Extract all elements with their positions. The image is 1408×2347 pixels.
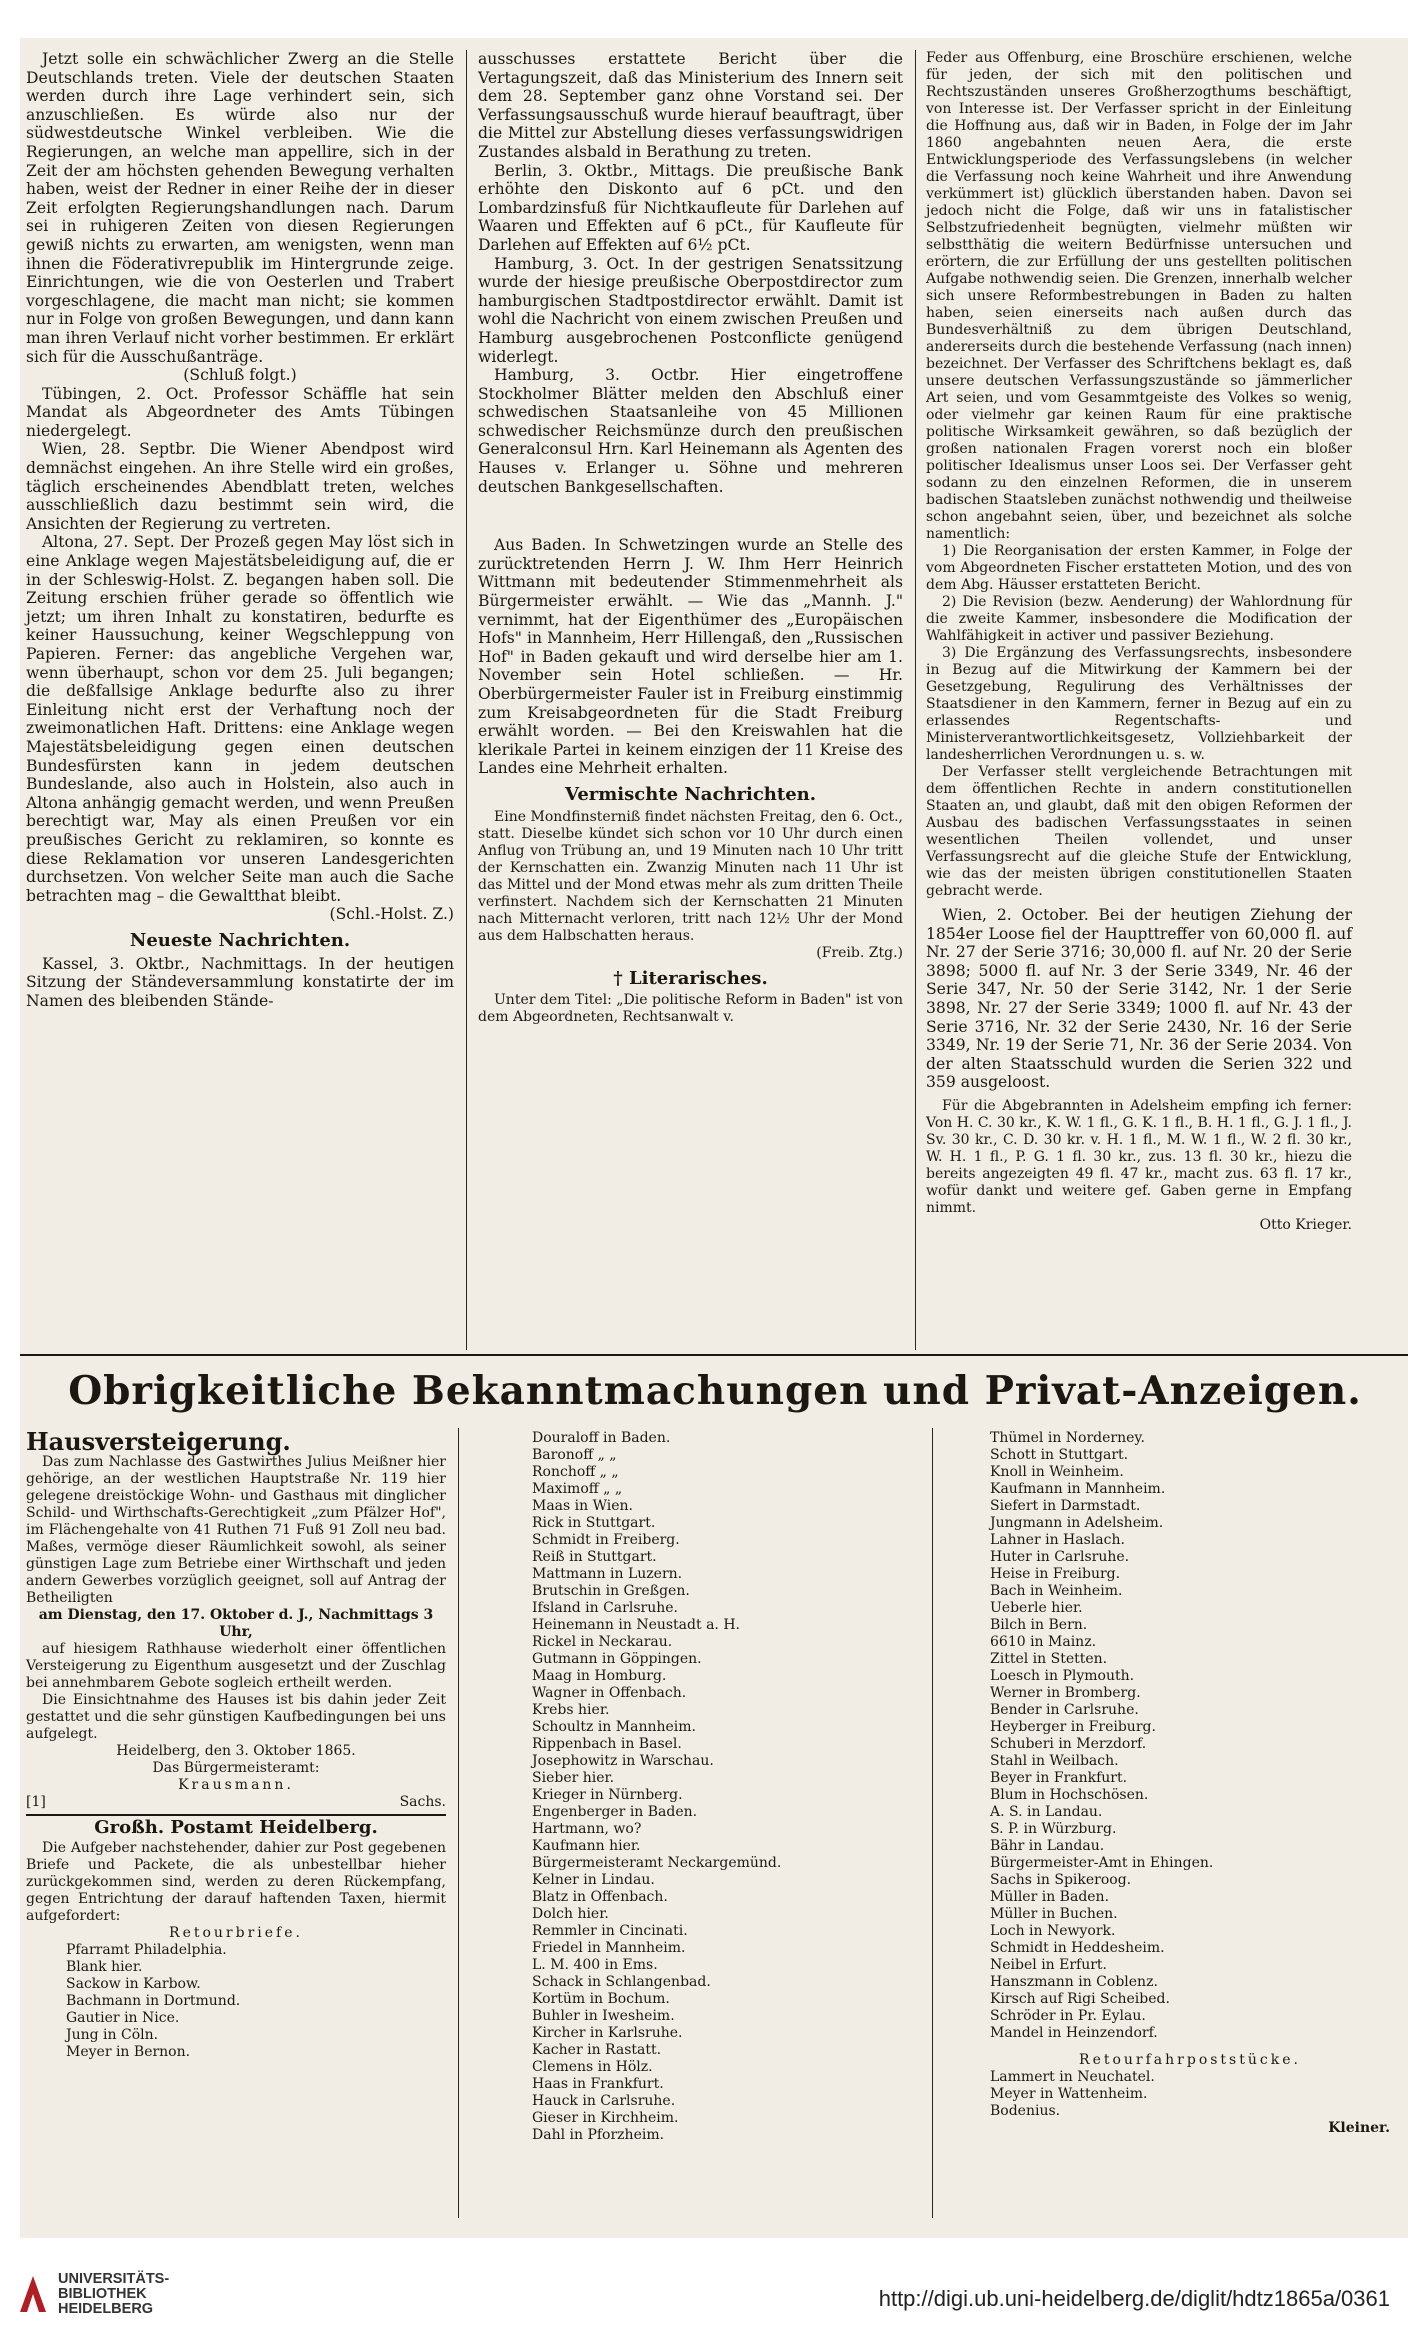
list-item: Meyer in Wattenheim. bbox=[990, 2086, 1148, 2102]
ads-column-2 bbox=[532, 1430, 912, 2144]
list-item: Dahl in Pforzheim. bbox=[532, 2127, 665, 2143]
library-logo-icon bbox=[16, 2272, 50, 2316]
list-item: Blatz in Offenbach. bbox=[532, 1889, 668, 1905]
list-item: Buhler in Iwesheim. bbox=[532, 2008, 675, 2024]
article-text: Der Verfasser stellt vergleichende Betrachtungen mit dem öffentlichen Rechte in andern constitutionellen Staaten an, und glaubt, daß mit den obigen Reformen der Ausbau des badischen Verfassungsstaates in seinen wesentlichen Theilen vollendet, und unser Verfassungsrecht auf die gleiche Stufe der Entwicklung, wie das der meisten übrigen constitutionellen Staaten gebracht werde. bbox=[926, 764, 1352, 899]
list-item: Hanszmann in Coblenz. bbox=[990, 1974, 1158, 1990]
list-item: Maximoff „ „ bbox=[532, 1481, 623, 1497]
list-item: Thümel in Norderney. bbox=[990, 1430, 1145, 1446]
continuation-note: (Schluß folgt.) bbox=[183, 366, 297, 385]
list-item: Rippenbach in Basel. bbox=[532, 1736, 682, 1752]
list-item: Josephowitz in Warschau. bbox=[532, 1753, 714, 1769]
ad-signer: Krausmann. bbox=[178, 1777, 294, 1793]
list-item: Maas in Wien. bbox=[532, 1498, 633, 1514]
list-item: Ueberle hier. bbox=[990, 1600, 1083, 1616]
addressee-list bbox=[990, 1430, 1390, 2042]
library-footer bbox=[0, 2240, 1408, 2347]
list-item: Kircher in Karlsruhe. bbox=[532, 2025, 683, 2041]
column-rule bbox=[915, 50, 916, 1350]
list-item: Ronchoff „ „ bbox=[532, 1464, 619, 1480]
column-3 bbox=[926, 50, 1352, 1234]
list-item: 6610 in Mainz. bbox=[990, 1634, 1097, 1650]
list-item: Baronoff „ „ bbox=[532, 1447, 617, 1463]
ad-title: Großh. Postamt Heidelberg. bbox=[94, 1817, 378, 1838]
source-url[interactable]: http://digi.ub.uni-heidelberg.de/diglit/hdtz1865a/0361 bbox=[878, 2286, 1390, 2311]
list-item: Gutmann in Göppingen. bbox=[532, 1651, 702, 1667]
list-item: Beyer in Frankfurt. bbox=[990, 1770, 1128, 1786]
article-altona: Altona, 27. Sept. Der Prozeß gegen May löst sich in eine Anklage wegen Majestätsbeleidigung auf, die er in der Schleswig-Holst. Z. begangen haben soll. Die Zeitung erschien früher gerade so öffentlich wie jetzt; um ihren Inhalt zu konstatiren, bedurfte es keiner Haussuchung, keiner Wegschleppung von Papieren. Ferner: das angebliche Vergehen war, wenn überhaupt, schon vor dem 25. Juli begangen; die deßfallsige Anklage bedurfte also zu ihrer Einleitung nicht erst der Verhaftung noch der zweimonatlichen Haft. Drittens: eine Anklage wegen Majestätsbeleidigung gegen einen deutschen Bundesfürsten kann in jedem deutschen Bundeslande, also auch in Holstein, also auch in Altona anhängig gemacht werden, und wenn Preußen berechtigt war, May als einen Preußen vor ein preußisches Gericht zu reklamiren, so konnte es diese Reklamation vor unseren Landesgerichten durchsetzen. Von welcher Seite man auch die Sache betrachten mag – die Gewaltthat bleibt. bbox=[26, 533, 454, 905]
ad-signer: Sachs. bbox=[399, 1794, 446, 1810]
list-item: Loesch in Plymouth. bbox=[990, 1668, 1135, 1684]
ad-office: Das Bürgermeisteramt: bbox=[152, 1760, 320, 1776]
list-item: Müller in Buchen. bbox=[990, 1906, 1118, 1922]
list-item: L. M. 400 in Ems. bbox=[532, 1957, 658, 1973]
divider bbox=[26, 1814, 446, 1816]
list-item: Bach in Weinheim. bbox=[990, 1583, 1123, 1599]
source-note: (Schl.-Holst. Z.) bbox=[329, 905, 454, 924]
article-berlin: Berlin, 3. Oktbr., Mittags. Die preußische Bank erhöhte den Diskonto auf 6 pCt. und den Lombardzinsfuß für Nichtkaufleute für Darlehen auf Waaren und Effekten auf 6 pCt., für Kaufleute für Darlehen auf Effekten auf 6½ pCt. bbox=[478, 161, 903, 254]
list-item: Bähr in Landau. bbox=[990, 1838, 1105, 1854]
list-item: Bilch in Bern. bbox=[990, 1617, 1088, 1633]
signature: Kleiner. bbox=[1328, 2120, 1390, 2136]
article-literature-continued: Feder aus Offenburg, eine Broschüre erschienen, welche für jeden, der sich mit den politischen und Rechtszuständen unseres Großherzogthums beschäftigt, von Interesse ist. Der Verfasser spricht in der Einleitung die Hoffnung aus, daß wir in Baden, in Folge der im Jahr 1860 angebahnten neuen Aera, die erste Entwicklungsperiode des Verfassungslebens (in welcher die Verfassung noch keine Wahrheit und ihre Anwendung verkümmert ist) glücklich überstanden haben. Davon sei jedoch nicht die Folge, daß wir uns in fatalistischer Selbstzufriedenheit begnügten, vielmehr müßten wir selbstthätig die weitern Bedürfnisse untersuchen und erörtern, die zur Erfüllung der uns gestellten politischen Aufgabe nothwendig seien. Die Grenzen, innerhalb welcher sich unsere Reformbestrebungen in Baden zu halten haben, seien einerseits nach außen durch das Bundesverhältniß zu dem übrigen Deutschland, andererseits durch die bestehende Verfassung (nach innen) bezeichnet. Der Verfasser des Schriftchens beklagt es, daß unsere deutschen Verfassungszustände so jämmerlicher Art seien, und vom Gesammtgeiste des Volkes so wenig, oder vielmehr gar keinen Raum für eine praktische politische Wirksamkeit gewähren, so daß bezüglich der großen nationalen Fragen vorerst noch ein bloßer politischer Idealismus unser Loos sei. Der Verfasser geht sodann zu den einzelnen Reformen, die in unserem badischen Staatsleben zunächst nothwendig und theilweise schon angebahnt seien, über, und bezeichnet als solche namentlich: bbox=[926, 50, 1352, 542]
list-item: Schott in Stuttgart. bbox=[990, 1447, 1129, 1463]
list-item: 2) Die Revision (bezw. Aenderung) der Wahlordnung für die zweite Kammer, insbesondere die Modification der Wahlfähigkeit in activer und passiver Beziehung. bbox=[926, 594, 1352, 644]
list-item: Ifsland in Carlsruhe. bbox=[532, 1600, 678, 1616]
ad-text: Die Aufgeber nachstehender, dahier zur Post gegebenen Briefe und Packete, die als unbestellbar hieher zurückgekommen sind, werden zu deren Rückempfang, gegen Entrichtung der darauf haftenden Taxen, hiermit aufgefordert: bbox=[26, 1840, 446, 1924]
ad-subheading: Retourfahrpoststücke. bbox=[1079, 2052, 1301, 2068]
list-item: Remmler in Cincinati. bbox=[532, 1923, 688, 1939]
source-note: (Freib. Ztg.) bbox=[816, 944, 903, 961]
list-item: Loch in Newyork. bbox=[990, 1923, 1116, 1939]
column-rule bbox=[458, 1428, 459, 2218]
addressee-list bbox=[532, 1430, 912, 2144]
list-item: Hauck in Carlsruhe. bbox=[532, 2093, 676, 2109]
newspaper-page bbox=[20, 38, 1408, 2238]
list-item: Heinemann in Neustadt a. H. bbox=[532, 1617, 740, 1633]
addressee-list bbox=[26, 1942, 446, 2061]
ad-mark: [1] bbox=[26, 1794, 46, 1810]
list-item: Kortüm in Bochum. bbox=[532, 1991, 670, 2007]
article-kassel: Kassel, 3. Oktbr., Nachmittags. In der heutigen Sitzung der Ständeversammlung konstatirte der im Namen des bleibenden Stände- bbox=[26, 954, 454, 1010]
section-rule bbox=[20, 1354, 1408, 1356]
article-baden: Aus Baden. In Schwetzingen wurde an Stelle des zurücktretenden Herrn J. W. Ihm Herr Heinrich Wittmann mit bedeutender Stimmenmehrheit als Bürgermeister erwählt. — Wie das „Mannh. J." vernimmt, hat der Eigenthümer des „Europäischen Hofs" in Mannheim, Herr Hillengaß, den „Russischen Hof" in Baden gekauft und wird derselbe hier am 1. November sein Hotel schließen. — Hr. Oberbürgermeister Fauler ist in Freiburg einstimmig zum Kreisabgeordneten für die Stadt Freiburg erwählt worden. — Bei den Kreiswahlen hat die klerikale Partei in keinem einzigen der 11 Kreise des Landes eine Mehrheit erhalten. bbox=[478, 536, 903, 778]
list-item: Heyberger in Freiburg. bbox=[990, 1719, 1156, 1735]
list-item: Knoll in Weinheim. bbox=[990, 1464, 1124, 1480]
ad-title: Hausversteigerung. bbox=[26, 1427, 291, 1456]
addressee-list bbox=[990, 2069, 1390, 2120]
list-item: Pfarramt Philadelphia. bbox=[66, 1942, 227, 1958]
list-item: Hartmann, wo? bbox=[532, 1821, 642, 1837]
list-item: Gautier in Nice. bbox=[66, 2010, 180, 2026]
list-item: Bürgermeisteramt Neckargemünd. bbox=[532, 1855, 782, 1871]
ad-subheading: Retourbriefe. bbox=[169, 1925, 303, 1941]
list-item: Meyer in Bernon. bbox=[66, 2044, 191, 2060]
banner-heading: Obrigkeitliche Bekanntmachungen und Privat-Anzeigen. bbox=[68, 1368, 1362, 1414]
list-item: Mattmann in Luzern. bbox=[532, 1566, 683, 1582]
list-item: A. S. in Landau. bbox=[990, 1804, 1103, 1820]
list-item: Blank hier. bbox=[66, 1959, 143, 1975]
list-item: Müller in Baden. bbox=[990, 1889, 1110, 1905]
list-item: Kaufmann hier. bbox=[532, 1838, 641, 1854]
list-item: Kelner in Lindau. bbox=[532, 1872, 655, 1888]
column-rule bbox=[466, 50, 467, 1350]
list-item: Huter in Carlsruhe. bbox=[990, 1549, 1130, 1565]
column-2 bbox=[478, 50, 903, 1026]
article-eclipse: Eine Mondfinsterniß findet nächsten Freitag, den 6. Oct., statt. Dieselbe kündet sich schon vor 10 Uhr durch einen Anflug von Trübung an, und 19 Minuten nach 10 Uhr tritt der Kernschatten ein. Zwanzig Minuten nach 11 Uhr ist das Mittel und der Mond etwas mehr als zum dritten Theile verfinstert. Nachdem sich der Kernschatten 21 Minuten nach Mitternacht verloren, tritt nach 12½ Uhr der Mond aus dem Halbschatten heraus. bbox=[478, 808, 903, 944]
list-item: Schmidt in Freiberg. bbox=[532, 1532, 680, 1548]
list-item: Lahner in Haslach. bbox=[990, 1532, 1125, 1548]
list-item: Engenberger in Baden. bbox=[532, 1804, 698, 1820]
list-item: Schröder in Pr. Eylau. bbox=[990, 2008, 1146, 2024]
library-name: UNIVERSITÄTS- BIBLIOTHEK HEIDELBERG bbox=[58, 2271, 170, 2317]
article-hamburg-2: Hamburg, 3. Octbr. Hier eingetroffene Stockholmer Blätter melden den Abschluß einer schwedischen Staatsanleihe von 45 Millionen schwedischer Reichsmünze durch den preußischen Generalconsul Hrn. Karl Heinemann als Agenten des Hauses v. Erlanger u. Söhne und mehreren deutschen Bankgesellschaften. bbox=[478, 366, 903, 496]
list-item: Schoultz in Mannheim. bbox=[532, 1719, 696, 1735]
list-item: Schmidt in Heddesheim. bbox=[990, 1940, 1165, 1956]
list-item: Schack in Schlangenbad. bbox=[532, 1974, 711, 1990]
list-item: Bürgermeister-Amt in Ehingen. bbox=[990, 1855, 1214, 1871]
list-item: Blum in Hochschösen. bbox=[990, 1787, 1149, 1803]
article-text: Jetzt solle ein schwächlicher Zwerg an die Stelle Deutschlands treten. Viele der deutschen Staaten werden durch ihre Lage verhindert sein, sich anzuschließen. Es würde also nur der südwestdeutsche Winkel verbleiben. Wie die Regierungen, an welche man appellire, sich in der Zeit der am höchsten gehenden Bewegung verhalten haben, weist der Redner in einer Reihe der in dieser Zeit erfolgten Regierungshandlungen nach. Darum sei in ruhigeren Zeiten von diesen Regierungen gewiß nichts zu erwarten, am wenigsten, wenn man ihnen die Föderativrepublik im Hintergrunde zeige. Einrichtungen, wie die von Oesterlen und Trabert vorgeschlagene, die macht man nicht; sie kommen nur in Folge von großen Bewegungen, und dann kann man ihren Verlauf nicht vorher bestimmen. Er erklärt sich für die Ausschußanträge. bbox=[26, 50, 454, 366]
list-item: Lammert in Neuchatel. bbox=[990, 2069, 1155, 2085]
list-item: Bachmann in Dortmund. bbox=[66, 1993, 241, 2009]
ad-text: Die Einsichtnahme des Hauses ist bis dahin jeder Zeit gestattet und die sehr günstigen Kaufbedingungen bei uns aufgelegt. bbox=[26, 1692, 446, 1742]
list-item: Gieser in Kirchheim. bbox=[532, 2110, 679, 2126]
article-literature: Unter dem Titel: „Die politische Reform in Baden" ist von dem Abgeordneten, Rechtsanwalt v. bbox=[478, 992, 903, 1026]
list-item: Friedel in Mannheim. bbox=[532, 1940, 686, 1956]
ads-column-1 bbox=[26, 1427, 446, 2061]
list-item: Sieber hier. bbox=[532, 1770, 615, 1786]
list-item: Neibel in Erfurt. bbox=[990, 1957, 1108, 1973]
list-item: Sackow in Karbow. bbox=[66, 1976, 201, 1992]
list-item: Rickel in Neckarau. bbox=[532, 1634, 673, 1650]
list-item: Jung in Cöln. bbox=[66, 2027, 159, 2043]
column-1 bbox=[26, 50, 454, 1010]
section-heading: † Literarisches. bbox=[613, 967, 768, 989]
ad-text: auf hiesigem Rathhause wiederholt einer öffentlichen Versteigerung zu Eigenthum ausgesetzt und der Zuschlag bei annehmbarem Gebote sogleich ertheilt werden. bbox=[26, 1641, 446, 1691]
list-item: Bender in Carlsruhe. bbox=[990, 1702, 1139, 1718]
list-item: Jungmann in Adelsheim. bbox=[990, 1515, 1164, 1531]
article-donations: Für die Abgebrannten in Adelsheim empfing ich ferner: Von H. C. 30 kr., K. W. 1 fl., G. K. 1 fl., B. H. 1 fl., G. J. 1 fl., J. Sv. 30 kr., C. D. 30 kr. v. H. 1 fl., M. W. 1 fl., W. 2 fl. 30 kr., W. H. 1 fl., P. G. 1 fl. 30 kr., zus. 13 fl. 30 kr., hiezu die bereits angezeigten 49 fl. 47 kr., macht zus. 63 fl. 17 kr., wofür dankt und weitere gef. Gaben gerne in Empfang nimmt. bbox=[926, 1097, 1352, 1216]
ad-place-date: Heidelberg, den 3. Oktober 1865. bbox=[116, 1743, 356, 1759]
list-item: Douraloff in Baden. bbox=[532, 1430, 671, 1446]
section-heading: Vermischte Nachrichten. bbox=[565, 783, 816, 805]
list-item: Reiß in Stuttgart. bbox=[532, 1549, 657, 1565]
list-item: Maag in Homburg. bbox=[532, 1668, 667, 1684]
list-item: Bodenius. bbox=[990, 2103, 1061, 2119]
list-item: Kirsch auf Rigi Scheibed. bbox=[990, 1991, 1170, 2007]
list-item: Sachs in Spikeroog. bbox=[990, 1872, 1132, 1888]
list-item: Schuberi in Merzdorf. bbox=[990, 1736, 1147, 1752]
list-item: Krebs hier. bbox=[532, 1702, 610, 1718]
list-item: Rick in Stuttgart. bbox=[532, 1515, 656, 1531]
ad-text: Das zum Nachlasse des Gastwirthes Julius Meißner hier gehörige, an der westlichen Hauptstraße Nr. 119 hier gelegene dreistöckige Wohn- und Gasthaus mit dinglicher Schild- und Wirthschafts-Gerechtigkeit „zum Pfälzer Hof", im Flächengehalte von 41 Ruthen 71 Fuß 91 Zoll neu bad. Maßes, vermöge dieser Räumlichkeit sowohl, als seiner günstigen Lage zum Betriebe einer Wirthschaft und jeden andern Gewerbes vorzüglich geeignet, soll auf Antrag der Betheiligten bbox=[26, 1454, 446, 1606]
article-hamburg-1: Hamburg, 3. Oct. In der gestrigen Senatssitzung wurde der hiesige preußische Oberpostdirector zum hamburgischen Stadtpostdirector erwählt. Damit ist wohl die Nachricht von einem zwischen Preußen und Hamburg ausgebrochenen Postconflicte genügend widerlegt. bbox=[478, 254, 903, 366]
list-item: Dolch hier. bbox=[532, 1906, 609, 1922]
list-item: Siefert in Darmstadt. bbox=[990, 1498, 1141, 1514]
list-item: S. P. in Würzburg. bbox=[990, 1821, 1117, 1837]
list-item: Clemens in Hölz. bbox=[532, 2059, 653, 2075]
ads-column-3 bbox=[990, 1430, 1390, 2137]
list-item: 3) Die Ergänzung des Verfassungsrechts, insbesondere in Bezug auf die Mitwirkung der Kammern bei der Gesetzgebung, Regulirung des Verhältnisses der Staatsdiener in den Kammern, ferner in Bezug auf ein zu erlassendes Regentschafts- und Ministerverantwortlichkeitsgesetz, Vollziehbarkeit der landesherrlichen Verordnungen u. s. w. bbox=[926, 645, 1352, 763]
list-item: Brutschin in Greßgen. bbox=[532, 1583, 690, 1599]
list-item: Haas in Frankfurt. bbox=[532, 2076, 664, 2092]
list-item: Krieger in Nürnberg. bbox=[532, 1787, 683, 1803]
section-heading: Neueste Nachrichten. bbox=[129, 929, 351, 951]
list-item: Werner in Bromberg. bbox=[990, 1685, 1141, 1701]
signature: Otto Krieger. bbox=[1259, 1216, 1352, 1233]
article-tuebingen: Tübingen, 2. Oct. Professor Schäffle hat sein Mandat als Abgeordneter des Amts Tübingen niedergelegt. bbox=[26, 384, 454, 440]
column-rule bbox=[932, 1428, 933, 2218]
ad-date: am Dienstag, den 17. Oktober d. J., Nachmittags 3 Uhr, bbox=[38, 1607, 434, 1640]
list-item: Stahl in Weilbach. bbox=[990, 1753, 1119, 1769]
list-item: 1) Die Reorganisation der ersten Kammer, in Folge der vom Abgeordneten Fischer erstatteten Motion, und des von dem Abg. Häusser erstatteten Bericht. bbox=[926, 543, 1352, 593]
list-item: Wagner in Offenbach. bbox=[532, 1685, 687, 1701]
article-wien-lottery: Wien, 2. October. Bei der heutigen Ziehung der 1854er Loose fiel der Haupttreffer von 60,000 fl. auf Nr. 27 der Serie 3716; 30,000 fl. auf Nr. 20 der Serie 3898; 5000 fl. auf Nr. 3 der Serie 3349, Nr. 46 der Serie 347, Nr. 50 der Serie 3142, Nr. 1 der Serie 3898, Nr. 27 der Serie 3349; 1000 fl. auf Nr. 43 der Serie 3716, Nr. 32 der Serie 2430, Nr. 16 der Serie 3349, Nr. 19 der Serie 71, Nr. 36 der Serie 2034. Von der alten Staatsschuld wurden die Serien 322 und 359 ausgeloost. bbox=[926, 906, 1352, 1092]
article-wien: Wien, 28. Septbr. Die Wiener Abendpost wird demnächst eingehen. An ihre Stelle wird ein großes, täglich erscheinendes Abendblatt treten, welches ausschließlich dazu bestimmt sein wird, die Ansichten der Regierung zu vertreten. bbox=[26, 440, 454, 533]
list-item: Zittel in Stetten. bbox=[990, 1651, 1108, 1667]
list-item: Mandel in Heinzendorf. bbox=[990, 2025, 1158, 2041]
list-item: Kacher in Rastatt. bbox=[532, 2042, 662, 2058]
list-item: Heise in Freiburg. bbox=[990, 1566, 1121, 1582]
list-item: Kaufmann in Mannheim. bbox=[990, 1481, 1166, 1497]
article-continued: ausschusses erstattete Bericht über die Vertagungszeit, daß das Ministerium des Innern seit dem 28. September ganz ohne Vorstand sei. Der Verfassungsausschuß wurde hierauf beauftragt, über die Mittel zur Abstellung dieses verfassungswidrigen Zustandes alsbald in Berathung zu treten. bbox=[478, 50, 903, 161]
